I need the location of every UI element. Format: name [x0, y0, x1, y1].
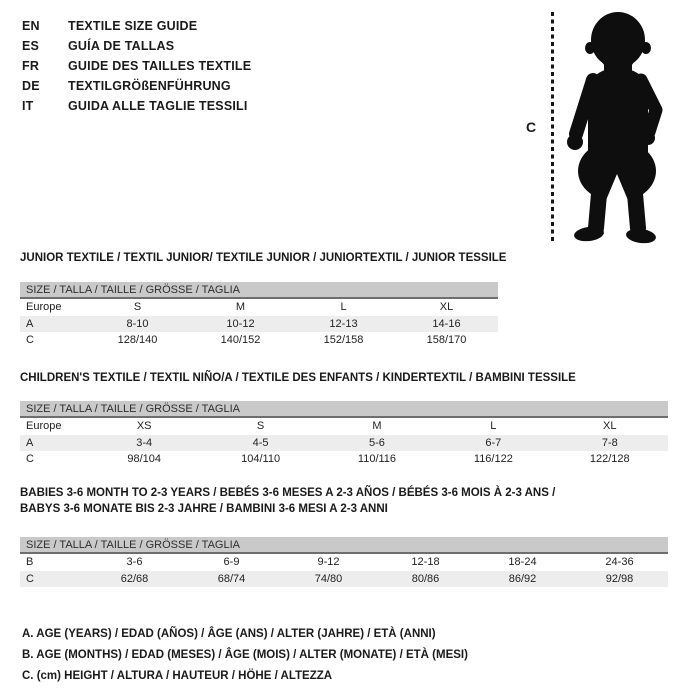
size-cell: 7-8: [552, 435, 668, 452]
section-title-line: BABYS 3-6 MONATE BIS 2-3 JAHRE / BAMBINI 3-6 MESI A 2-3 ANNI: [20, 503, 388, 515]
size-cell: XL: [603, 420, 617, 433]
table-row: [20, 418, 668, 435]
language-title: GUÍA DE TALLAS: [68, 39, 175, 53]
language-code: FR: [22, 59, 40, 73]
language-title: TEXTILE SIZE GUIDE: [68, 19, 198, 33]
footnote-line: A. AGE (YEARS) / EDAD (AÑOS) / ÂGE (ANS) / ALTER (JAHRE) / ETÀ (ANNI): [22, 628, 436, 640]
size-table-section: [20, 485, 668, 587]
row-label: A: [20, 316, 86, 333]
row-label: B: [26, 556, 34, 569]
language-row: [22, 96, 251, 116]
row-label: Europe: [26, 420, 62, 433]
section-title-line: BABIES 3-6 MONTH TO 2-3 YEARS / BEBÉS 3-6 MESES A 2-3 AÑOS / BÉBÉS 3-6 MOIS À 2-3 ANS /: [20, 487, 556, 499]
table-row: [20, 554, 668, 571]
size-cell: 158/170: [426, 334, 467, 347]
language-title: TEXTILGRÖßENFÜHRUNG: [68, 79, 231, 93]
size-cell: 6-9: [223, 556, 240, 569]
size-table: [20, 554, 668, 587]
language-code: DE: [22, 79, 40, 93]
language-row: [22, 16, 251, 36]
size-header-band: SIZE / TALLA / TAILLE / GRÖSSE / TAGLIA: [20, 401, 668, 418]
language-title: GUIDA ALLE TAGLIE TESSILI: [68, 99, 248, 113]
table-row: [20, 316, 498, 333]
footnote-line: C. (cm) HEIGHT / ALTURA / HAUTEUR / HÖHE / ALTEZZA: [22, 670, 333, 682]
size-header-band: SIZE / TALLA / TAILLE / GRÖSSE / TAGLIA: [20, 282, 498, 299]
size-cell: 152/158: [323, 334, 364, 347]
table-row: [20, 571, 668, 588]
table-row: [20, 332, 498, 349]
size-cell: XS: [136, 420, 152, 433]
size-cell: 3-6: [126, 556, 143, 569]
size-cell: 9-12: [317, 556, 340, 569]
size-cell: 110/116: [357, 453, 397, 466]
size-cell: 98/104: [127, 453, 162, 466]
size-cell: 122/128: [589, 453, 630, 466]
size-cell: 14-16: [395, 316, 498, 333]
section-title: [20, 370, 668, 386]
language-row: [22, 36, 251, 56]
row-label: Europe: [26, 301, 62, 314]
size-cell: 4-5: [202, 435, 318, 452]
size-cell: 8-10: [86, 316, 189, 333]
language-row: [22, 76, 251, 96]
row-label: A: [20, 435, 86, 452]
size-cell: 104/110: [241, 453, 281, 466]
section-title: [20, 485, 668, 517]
size-cell: XL: [439, 301, 454, 314]
size-cell: 18-24: [508, 556, 537, 569]
size-cell: 12-13: [292, 316, 395, 333]
row-label: C: [26, 453, 34, 466]
section-title-line: CHILDREN'S TEXTILE / TEXTIL NIÑO/A / TEXTILE DES ENFANTS / KINDERTEXTIL / BAMBINI TESSILE: [20, 372, 576, 384]
size-cell: M: [372, 420, 382, 433]
size-cell: 74/80: [280, 571, 377, 588]
size-table: [20, 418, 668, 468]
section-title: [20, 250, 506, 266]
size-cell: 80/86: [377, 571, 474, 588]
size-header-band: SIZE / TALLA / TAILLE / GRÖSSE / TAGLIA: [20, 537, 668, 554]
size-cell: L: [490, 420, 497, 433]
table-row: [20, 299, 498, 316]
language-list: [22, 16, 251, 116]
size-table-section: [20, 370, 668, 468]
size-table: [20, 299, 498, 349]
size-cell: 24-36: [605, 556, 634, 569]
size-cell: 12-18: [411, 556, 440, 569]
size-cell: 62/68: [86, 571, 183, 588]
size-cell: 86/92: [474, 571, 571, 588]
height-measure-dashed-line: [551, 12, 554, 243]
size-cell: 6-7: [435, 435, 551, 452]
size-cell: 10-12: [189, 316, 292, 333]
size-table-section: [20, 250, 506, 349]
size-cell: 116/122: [473, 453, 513, 466]
footnote-line: B. AGE (MONTHS) / EDAD (MESES) / ÂGE (MOIS) / ALTER (MONATE) / ETÀ (MESI): [22, 649, 468, 661]
height-measure-label: C: [526, 119, 537, 135]
size-cell: 5-6: [319, 435, 435, 452]
size-cell: 140/152: [220, 334, 261, 347]
language-code: ES: [22, 39, 40, 53]
language-row: [22, 56, 251, 76]
footnotes: [22, 624, 468, 687]
size-cell: 3-4: [86, 435, 202, 452]
size-cell: S: [256, 420, 265, 433]
language-code: EN: [22, 19, 40, 33]
size-cell: M: [235, 301, 246, 314]
size-cell: 68/74: [183, 571, 280, 588]
language-title: GUIDE DES TAILLES TEXTILE: [68, 59, 252, 73]
size-cell: L: [340, 301, 347, 314]
table-row: [20, 451, 668, 468]
toddler-silhouette-icon: [560, 8, 672, 246]
size-cell: S: [133, 301, 142, 314]
language-code: IT: [22, 99, 34, 113]
row-label: C: [20, 571, 86, 588]
size-cell: 128/140: [117, 334, 158, 347]
table-row: [20, 435, 668, 452]
row-label: C: [26, 334, 34, 347]
size-cell: 92/98: [571, 571, 668, 588]
section-title-line: JUNIOR TEXTILE / TEXTIL JUNIOR/ TEXTILE JUNIOR / JUNIORTEXTIL / JUNIOR TESSILE: [20, 252, 507, 264]
